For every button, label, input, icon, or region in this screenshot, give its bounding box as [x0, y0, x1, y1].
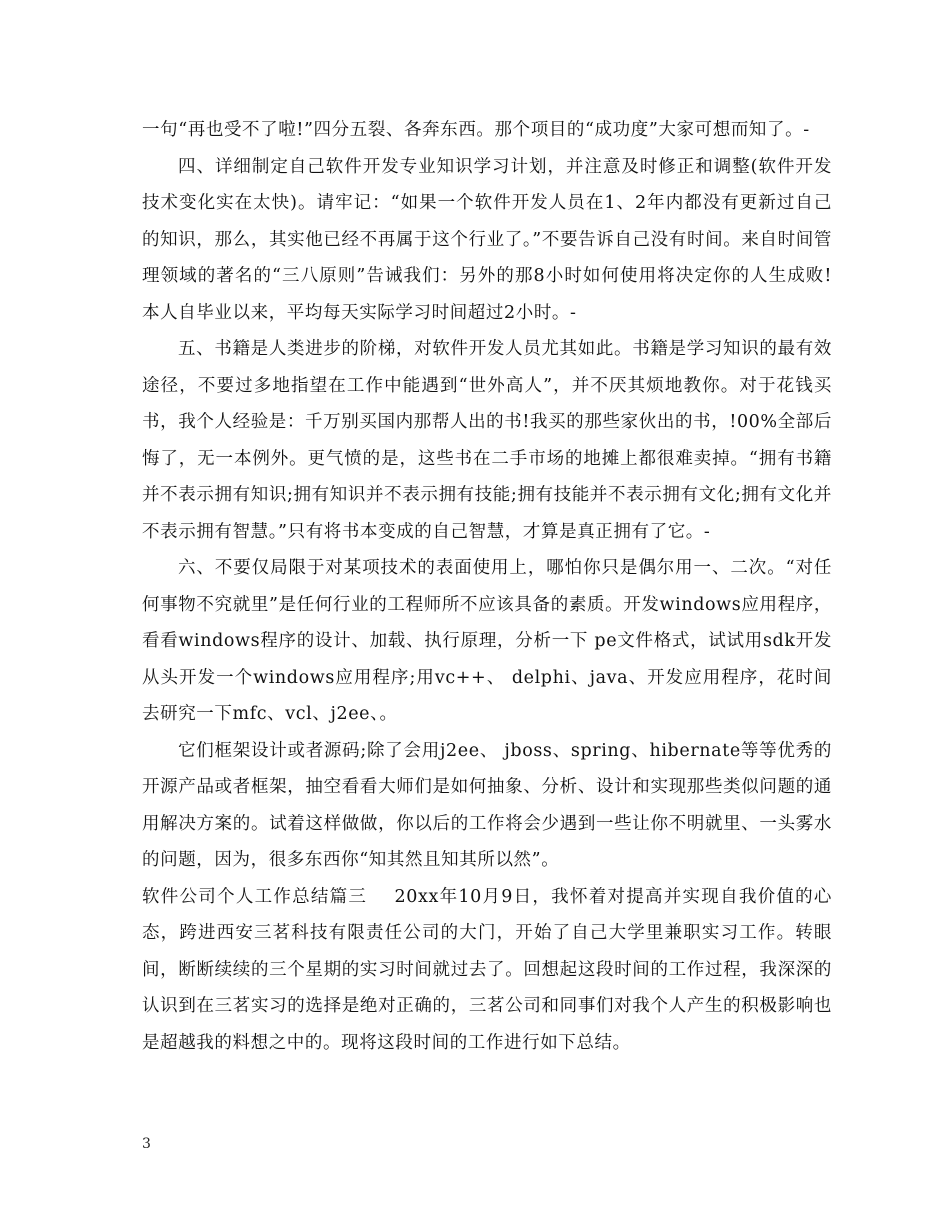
- page-number: 3: [142, 1136, 151, 1152]
- paragraph-1: 一句“再也受不了啦!”四分五裂、各奔东西。那个项目的“成功度”大家可想而知了。-: [142, 120, 810, 140]
- paragraph-2: 四、详细制定自己软件开发专业知识学习计划，并注意及时修正和调整(软件开发技术变化实在太快)。请牢记：“如果一个软件开发人员在1、2年内都没有更新过自己的知识，那么，其实他已经不再属于这个行业了。”不要告诉自己没有时间。来自时间管理领域的著名的“三八原则”告诫我们：另外的那8小时如何使用将决定你的人生成败!本人自毕业以来，平均每天实际学习时间超过2小时。-: [142, 156, 832, 323]
- paragraph-3: 五、书籍是人类进步的阶梯，对软件开发人员尤其如此。书籍是学习知识的最有效途径，不要过多地指望在工作中能遇到“世外高人”，并不厌其烦地教你。对于花钱买书，我个人经验是：千万别买国内那帮人出的书!我买的那些家伙出的书，!00%全部后悔了，无一本例外。更气愤的是，这些书在二手市场的地摊上都很难卖掉。“拥有书籍并不表示拥有知识;拥有知识并不表示拥有技能;拥有技能并不表示拥有文化;拥有文化并不表示拥有智慧。”只有将书本变成的自己智慧，才算是真正拥有了它。-: [142, 339, 832, 542]
- paragraph-6: 软件公司个人工作总结篇三 20xx年10月9日，我怀着对提高并实现自我价值的心态，跨进西安三茗科技有限责任公司的大门，开始了自己大学里兼职实习工作。转眼间，断断续续的三个星期的实习时间就过去了。回想起这段时间的工作过程，我深深的认识到在三茗实习的选择是绝对正确的，三茗公司和同事们对我个人产生的积极影响也是超越我的料想之中的。现将这段时间的工作进行如下总结。: [142, 886, 832, 1053]
- paragraph-4: 六、不要仅局限于对某项技术的表面使用上，哪怕你只是偶尔用一、二次。“对任何事物不究就里”是任何行业的工程师所不应该具备的素质。开发windows应用程序，看看windows程序的设计、加载、执行原理，分析一下 pe文件格式，试试用sdk开发从头开发一个windows应用程序;用vc++、 delphi、java、开发应用程序，花时间去研究一下mfc、vcl、j2ee、。: [142, 558, 832, 724]
- document-body: [142, 112, 832, 1061]
- paragraph-5: 它们框架设计或者源码;除了会用j2ee、 jboss、spring、hibernate等等优秀的开源产品或者框架，抽空看看大师们是如何抽象、分析、设计和实现那些类似问题的通用解决方案的。试着这样做做，你以后的工作将会少遇到一些让你不明就里、一头雾水的问题，因为，很多东西你“知其然且知其所以然”。: [142, 740, 832, 870]
